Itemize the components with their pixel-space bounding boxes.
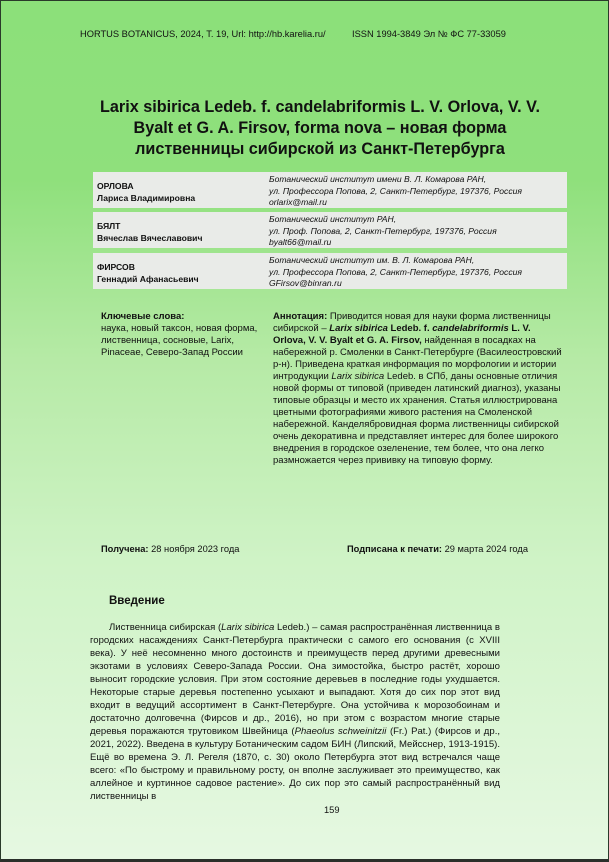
- abstract-latin-name: candelabriformis: [432, 323, 509, 334]
- abstract-text: Ledeb. в СПб, даны основные отличия новой формы от типовой (приведен латинский диагноз), указаны типовые образцы и место их хранения. Статья иллюстрирована цветными фотографиями живого растения на Смоленской набережной. Канделябровидная форма лиственницы сибирской очень декоративна и представляет интерес для более широкого внедрения в городское озеленение, тем более, что она легко размножается через прививку на типовую форму.: [273, 371, 561, 466]
- signed-label: Подписана к печати:: [347, 544, 443, 554]
- received-value: 28 ноября 2023 года: [148, 544, 240, 554]
- received-label: Получена:: [101, 544, 149, 554]
- author-block: [93, 212, 567, 248]
- affiliation-line: Ботанический институт РАН,: [269, 214, 397, 224]
- author-block: [93, 172, 567, 208]
- affiliation-address: ул. Проф. Попова, 2, Санкт-Петербург, 197376, Россия: [269, 225, 497, 236]
- intro-paragraph: [90, 621, 500, 803]
- journal-header: HORTUS BOTANICUS, 2024, Т. 19, Url: http://hb.karelia.ru/: [80, 29, 326, 39]
- body-text: Лиственница сибирская (: [109, 622, 222, 633]
- issn-header: ISSN 1994-3849 Эл № ФС 77-33059: [352, 29, 506, 39]
- author-email: byalt66@mail.ru: [269, 237, 332, 247]
- author-affiliation: [269, 214, 497, 249]
- signed-date: [347, 544, 528, 554]
- author-email: orlarix@mail.ru: [269, 197, 327, 207]
- author-surname: ОРЛОВА: [97, 181, 134, 191]
- keywords-text: наука, новый таксон, новая форма, лиственница, сосновые, Larix, Pinaceae, Северо-Запад России: [101, 323, 258, 358]
- author-given-name: Геннадий Афанасьевич: [97, 273, 199, 284]
- author-affiliation: [269, 255, 522, 290]
- abstract-text: Приводится новая для науки форма лиственницы сибирской –: [273, 311, 551, 334]
- affiliation-line: Ботанический институт им. В. Л. Комарова РАН,: [269, 255, 475, 265]
- affiliation-line: Ботанический институт имени В. Л. Комарова РАН,: [269, 174, 487, 184]
- latin-name: Larix sibirica: [221, 622, 275, 633]
- abstract-latin-name: Larix sibirica: [331, 371, 385, 382]
- article-title: Larix sibirica Ledeb. f. candelabriformis L. V. Orlova, V. V. Byalt et G. A. Firsov, forma nova – новая форма лиственницы сибирской из Санкт-Петербурга: [100, 98, 540, 158]
- affiliation-address: ул. Профессора Попова, 2, Санкт-Петербург, 197376, Россия: [269, 185, 522, 196]
- author-given-name: Лариса Владимировна: [97, 192, 196, 203]
- author-name: [97, 181, 195, 204]
- abstract-latin-name: Larix sibirica: [329, 323, 388, 334]
- author-given-name: Вячеслав Вячеславович: [97, 232, 203, 243]
- author-surname: БЯЛТ: [97, 221, 121, 231]
- author-surname: ФИРСОВ: [97, 262, 135, 272]
- body-text: Ledeb.) – самая распространённая лиственница в городских насаждениях Санкт-Петербурга практически с самого его основания (с XVIII века). У неё несомненно много достоинств и преимуществ перед другими древесными экзотами в условиях Северо-Запада России. Она зимостойка, быстро растёт, хорошо выносит городские условия. При этом состояние деревьев в последние годы ухудшается. Некоторые старые деревья постепенно усыхают и выпадают. Хотя до сих пор этот вид входит в ведущий ассортимент в Санкт-Петербурге. Она устойчива к морозобоинам и достаточно долговечна (Фирсов и др., 2016), но при этом с возрастом многие старые деревья поражаются трутовиком Швейница (: [90, 622, 500, 737]
- author-name: [97, 221, 202, 244]
- author-name: [97, 262, 199, 285]
- abstract-label: Аннотация:: [273, 311, 328, 322]
- abstract-text: найденная в посадках на набережной р. Смоленки в Санкт-Петербурге (Василеостровский р-н). Приведена краткая информация по морфологии и истории интродукции: [273, 335, 562, 382]
- abstract-authors: L. V. Orlova, V. V. Byalt et G. A. Firsov,: [273, 323, 531, 346]
- keywords-label: Ключевые слова:: [101, 311, 185, 322]
- body-text: (Fr.) Pat.) (Фирсов и др., 2021, 2022). Введена в культуру Ботаническим садом БИН (Липский, Мейсснер, 1913-1915). Ещё во времена Э. Л. Регеля (1870, с. 30) около Петербурга этот вид встречался чаще всего: «По быстрому и правильному росту, он вполне заслуживает это преимущество, как аллейное и куртинное садовое растение». До сих пор это самый распространённый вид лиственницы в: [90, 726, 500, 802]
- abstract-block: [273, 311, 565, 467]
- affiliation-address: ул. Профессора Попова, 2, Санкт-Петербург, 197376, Россия: [269, 266, 522, 277]
- latin-name: Phaeolus schweinitzii: [294, 726, 387, 737]
- keywords-block: [101, 311, 271, 359]
- received-date: [101, 544, 239, 554]
- page-number: 159: [324, 805, 340, 815]
- section-heading: Введение: [109, 595, 165, 607]
- signed-value: 29 марта 2024 года: [442, 544, 528, 554]
- author-affiliation: [269, 174, 522, 209]
- author-email: GFirsov@binran.ru: [269, 278, 342, 288]
- author-block: [93, 253, 567, 289]
- abstract-text: Ledeb. f.: [387, 323, 433, 334]
